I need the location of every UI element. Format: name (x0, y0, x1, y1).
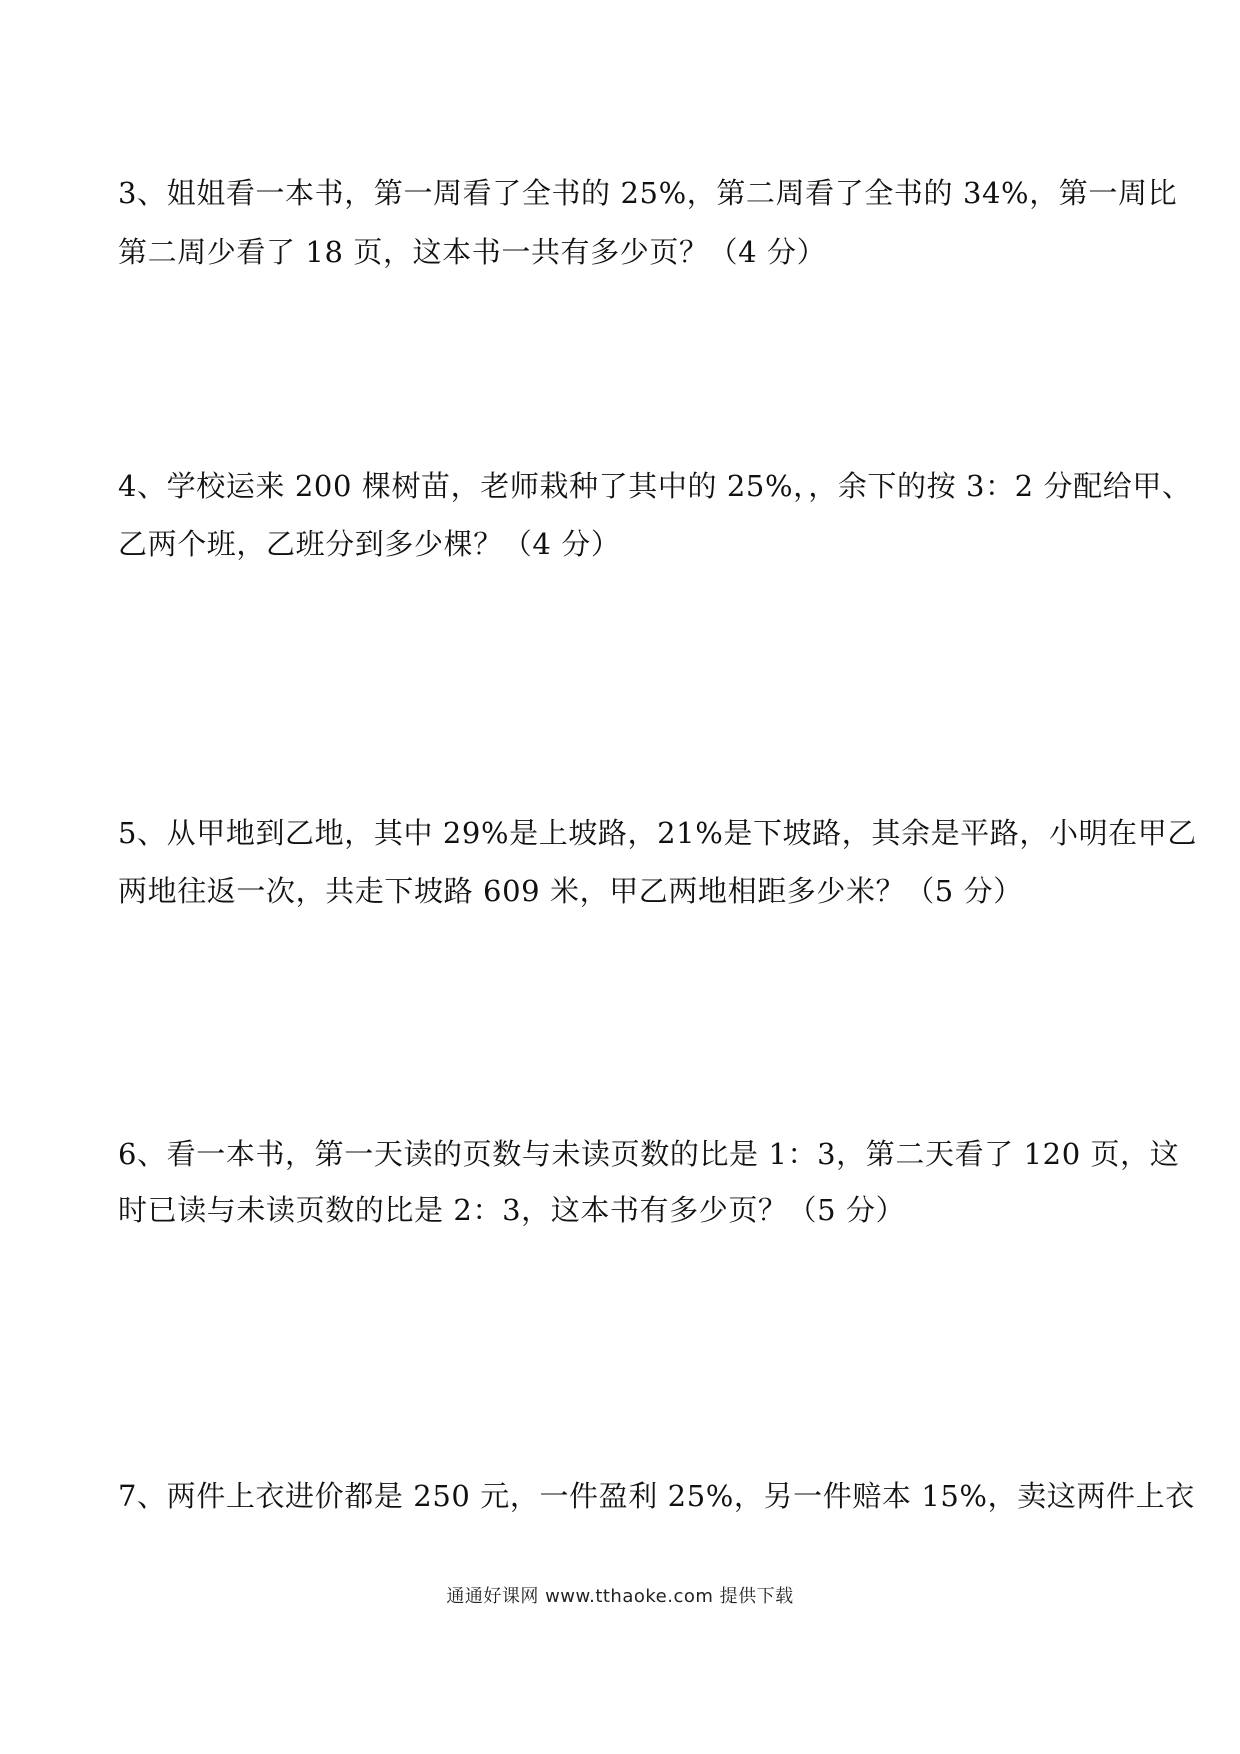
question-6-line-2: 时已读与未读页数的比是 2：3，这本书有多少页？（5 分） (118, 1193, 906, 1227)
question-6-line-1: 6、看一本书，第一天读的页数与未读页数的比是 1：3，第二天看了 120 页，这 (118, 1137, 1180, 1171)
question-3-line-2: 第二周少看了 18 页，这本书一共有多少页？（4 分） (118, 235, 827, 269)
page-footer: 通通好课网 www.tthaoke.com 提供下载 (446, 1586, 794, 1607)
question-5-line-1: 5、从甲地到乙地，其中 29%是上坡路，21%是下坡路，其余是平路，小明在甲乙 (118, 816, 1197, 850)
question-5-line-2: 两地往返一次，共走下坡路 609 米，甲乙两地相距多少米？（5 分） (118, 874, 1023, 908)
question-3-line-1: 3、姐姐看一本书，第一周看了全书的 25%，第二周看了全书的 34%，第一周比 (118, 176, 1178, 210)
question-4-line-2: 乙两个班，乙班分到多少棵？（4 分） (118, 527, 621, 561)
question-7-line-1: 7、两件上衣进价都是 250 元，一件盈利 25%，另一件赔本 15%，卖这两件上衣 (118, 1479, 1195, 1513)
question-4-line-1: 4、学校运来 200 棵树苗，老师栽种了其中的 25%，，余下的按 3：2 分配给甲、 (118, 469, 1192, 503)
